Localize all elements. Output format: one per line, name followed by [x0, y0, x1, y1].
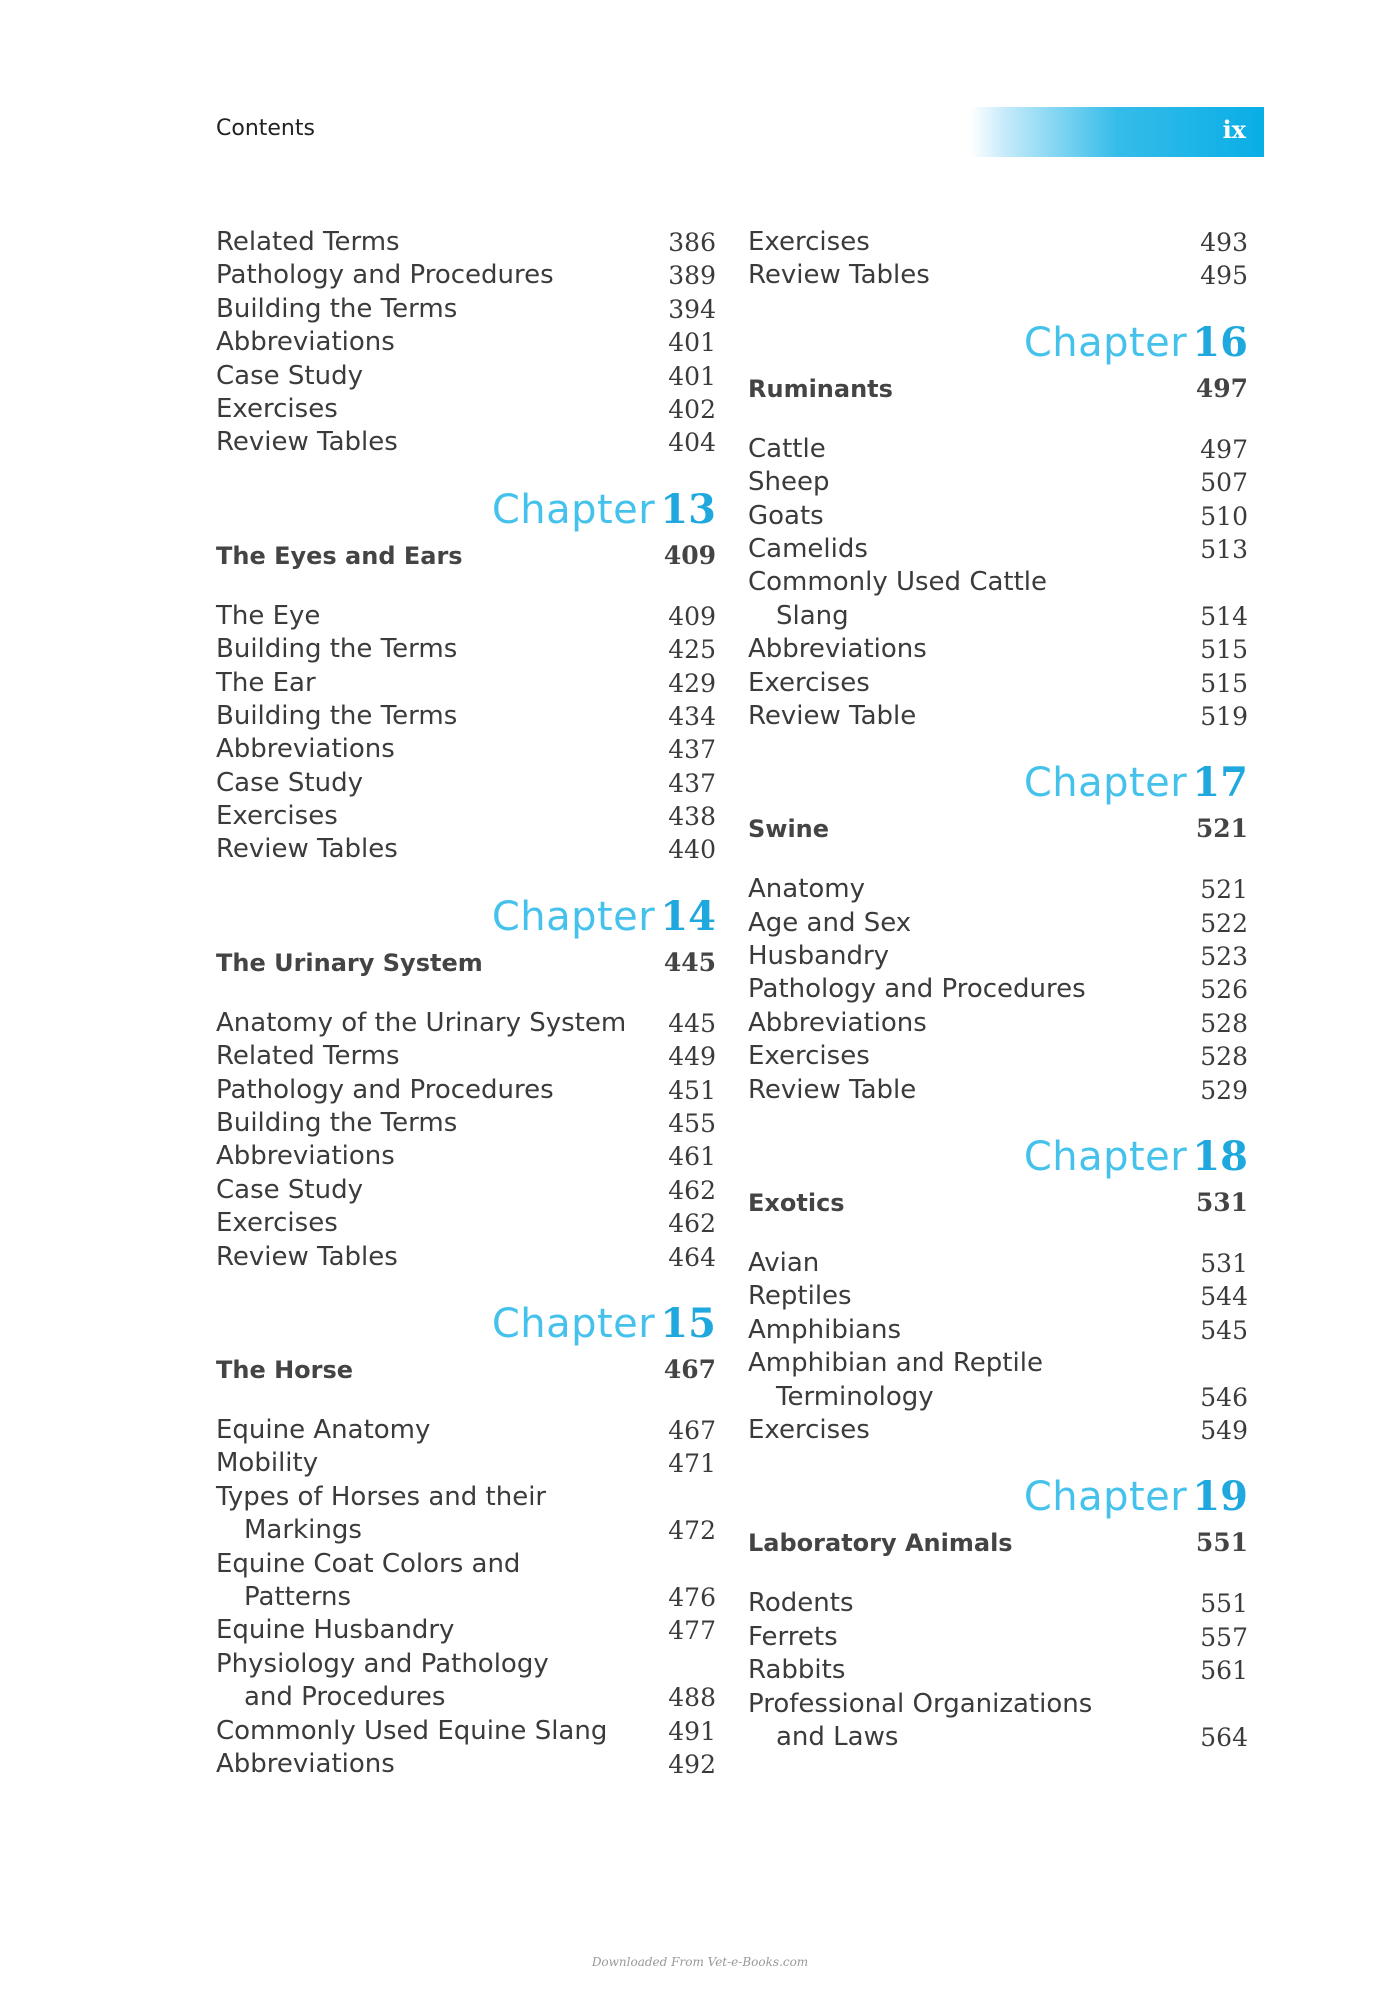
toc-entry[interactable] — [216, 1648, 716, 1715]
toc-entry[interactable] — [748, 1280, 1248, 1313]
entry-title: Review Tables — [748, 260, 930, 291]
toc-entry[interactable] — [216, 426, 716, 459]
entry-page-number: 531 — [1200, 1249, 1248, 1279]
chapter-title[interactable] — [216, 538, 716, 574]
entry-title: Building the Terms — [216, 634, 458, 665]
toc-entry[interactable] — [748, 633, 1248, 666]
chapter-page-number: 409 — [663, 540, 716, 570]
entry-page-number: 515 — [1200, 635, 1248, 665]
entry-page-number: 386 — [668, 227, 716, 257]
toc-entry[interactable] — [748, 259, 1248, 292]
entry-page-number: 464 — [668, 1242, 716, 1272]
entry-title: Exercises — [216, 393, 338, 424]
entry-page-number: 526 — [1200, 975, 1248, 1005]
entry-page-number: 461 — [668, 1142, 716, 1172]
chapter-page-number: 497 — [1195, 373, 1248, 403]
entry-title-continued: Markings — [244, 1515, 362, 1546]
entry-page-number: 529 — [1200, 1075, 1248, 1105]
entry-title: Husbandry — [748, 941, 890, 972]
chapter-word: Chapter — [1023, 319, 1188, 366]
toc-entry[interactable] — [216, 1107, 716, 1140]
entry-page-number: 437 — [668, 735, 716, 765]
toc-entry[interactable] — [216, 1074, 716, 1107]
chapter-word: Chapter — [491, 893, 656, 940]
entry-title: Abbreviations — [748, 634, 927, 665]
entry-title: Building the Terms — [216, 700, 458, 731]
entry-page-number: 425 — [668, 635, 716, 665]
entry-title: Case Study — [216, 1174, 363, 1205]
toc-entry[interactable] — [216, 293, 716, 326]
chapter-heading — [216, 1300, 716, 1350]
entry-page-number: 394 — [668, 294, 716, 324]
chapter-title-text: Ruminants — [748, 374, 893, 403]
chapter-heading — [748, 1473, 1248, 1523]
entry-title: Rabbits — [748, 1655, 846, 1686]
chapter-heading — [748, 759, 1248, 809]
toc-entry[interactable] — [216, 1548, 716, 1615]
entry-page-number: 488 — [668, 1683, 716, 1713]
entry-title: Anatomy of the Urinary System — [216, 1007, 627, 1038]
toc-entry[interactable] — [748, 1247, 1248, 1280]
entry-title: Pathology and Procedures — [216, 1074, 554, 1105]
toc-entry[interactable] — [216, 1447, 716, 1480]
chapter-title[interactable] — [216, 945, 716, 981]
chapter-word: Chapter — [1023, 760, 1188, 807]
entry-page-number: 477 — [668, 1616, 716, 1646]
entry-title: Rodents — [748, 1588, 854, 1619]
entry-page-number: 515 — [1200, 668, 1248, 698]
chapter-title[interactable] — [748, 371, 1248, 407]
chapter-title-text: Laboratory Animals — [748, 1529, 1013, 1558]
toc-entry[interactable] — [748, 1007, 1248, 1040]
entry-title: Review Tables — [216, 427, 398, 458]
entry-page-number: 492 — [668, 1749, 716, 1779]
entry-title: Commonly Used Equine Slang — [216, 1715, 608, 1746]
chapter-title[interactable] — [748, 1185, 1248, 1221]
toc-entry[interactable] — [748, 226, 1248, 259]
toc-entry[interactable] — [748, 940, 1248, 973]
entry-title: Pathology and Procedures — [748, 974, 1086, 1005]
entry-page-number: 514 — [1200, 601, 1248, 631]
entry-page-number: 510 — [1200, 501, 1248, 531]
entry-page-number: 519 — [1200, 701, 1248, 731]
toc-column-right — [748, 226, 1248, 1754]
entry-title: Mobility — [216, 1448, 319, 1479]
toc-entry[interactable] — [216, 1174, 716, 1207]
chapter-heading — [216, 893, 716, 943]
entry-page-number: 491 — [668, 1716, 716, 1746]
toc-entry[interactable] — [748, 1654, 1248, 1687]
entry-page-number: 549 — [1200, 1416, 1248, 1445]
entry-title: Age and Sex — [748, 907, 912, 938]
entry-title: Amphibian and Reptile — [748, 1348, 1043, 1379]
entry-page-number: 546 — [1200, 1382, 1248, 1412]
entry-title: Abbreviations — [748, 1007, 927, 1038]
entry-page-number: 434 — [668, 701, 716, 731]
toc-entry[interactable] — [748, 1314, 1248, 1347]
entry-page-number: 561 — [1200, 1656, 1248, 1686]
chapter-word: Chapter — [491, 1300, 656, 1347]
entry-page-number: 528 — [1200, 1042, 1248, 1072]
entry-title: Equine Coat Colors and — [216, 1548, 521, 1579]
toc-entry[interactable] — [216, 1007, 716, 1040]
chapter-heading — [216, 486, 716, 536]
entry-title-continued: and Laws — [776, 1721, 899, 1752]
entry-title: Abbreviations — [216, 734, 395, 765]
toc-entry[interactable] — [216, 633, 716, 666]
toc-entry[interactable] — [748, 566, 1248, 633]
entry-title: Exercises — [748, 667, 870, 698]
toc-column-left — [216, 226, 716, 1781]
chapter-heading — [748, 1133, 1248, 1183]
entry-title: Equine Anatomy — [216, 1414, 431, 1445]
toc-entry[interactable] — [748, 667, 1248, 700]
toc-entry[interactable] — [216, 767, 716, 800]
entry-title: Commonly Used Cattle — [748, 567, 1048, 598]
toc-entry[interactable] — [216, 1715, 716, 1748]
toc-entry[interactable] — [216, 326, 716, 359]
toc-entry[interactable] — [216, 700, 716, 733]
toc-entry[interactable] — [216, 360, 716, 393]
entry-page-number: 462 — [668, 1209, 716, 1239]
watermark: Downloaded From Vet-e-Books.com — [591, 1955, 809, 1969]
toc-entry[interactable] — [748, 500, 1248, 533]
entry-title: The Ear — [216, 667, 316, 698]
entry-page-number: 462 — [668, 1175, 716, 1205]
entry-title: Equine Husbandry — [216, 1615, 455, 1646]
entry-page-number: 513 — [1200, 534, 1248, 564]
entry-title-continued: Terminology — [776, 1381, 934, 1412]
folio-tab — [970, 107, 1264, 157]
toc-entry[interactable] — [748, 973, 1248, 1006]
toc-entry[interactable] — [216, 1241, 716, 1274]
chapter-title-text: The Horse — [216, 1355, 354, 1384]
entry-title: Types of Horses and their — [216, 1481, 547, 1512]
toc-entry[interactable] — [748, 1587, 1248, 1620]
chapter-title-text: The Urinary System — [216, 948, 483, 977]
toc-entry[interactable] — [748, 1414, 1248, 1447]
entry-page-number: 409 — [668, 601, 716, 631]
chapter-number: 19 — [1192, 1473, 1248, 1521]
entry-title: Exercises — [748, 227, 870, 257]
chapter-title-text: The Eyes and Ears — [216, 541, 463, 570]
toc-entry[interactable] — [216, 393, 716, 426]
entry-title: Sheep — [748, 467, 830, 498]
entry-page-number: 493 — [1200, 227, 1248, 257]
chapter-number: 17 — [1192, 759, 1248, 807]
entry-page-number: 507 — [1200, 468, 1248, 498]
toc-entry[interactable] — [216, 600, 716, 633]
toc-entry[interactable] — [216, 833, 716, 866]
chapter-page-number: 445 — [663, 947, 716, 977]
entry-page-number: 467 — [668, 1415, 716, 1445]
entry-page-number: 497 — [1200, 434, 1248, 464]
chapter-page-number: 467 — [663, 1354, 716, 1384]
entry-page-number: 404 — [668, 428, 716, 458]
entry-page-number: 528 — [1200, 1008, 1248, 1038]
entry-title-continued: and Procedures — [244, 1682, 446, 1713]
entry-page-number: 495 — [1200, 261, 1248, 291]
entry-page-number: 551 — [1200, 1589, 1248, 1619]
entry-title: Abbreviations — [216, 1748, 395, 1779]
entry-page-number: 438 — [668, 802, 716, 832]
entry-page-number: 389 — [668, 261, 716, 291]
entry-page-number: 545 — [1200, 1315, 1248, 1345]
entry-page-number: 429 — [668, 668, 716, 698]
entry-title: Physiology and Pathology — [216, 1648, 549, 1679]
entry-page-number: 471 — [668, 1449, 716, 1479]
entry-page-number: 523 — [1200, 942, 1248, 972]
chapter-number: 16 — [1192, 318, 1248, 366]
running-head: Contents — [216, 116, 315, 141]
entry-title: Abbreviations — [216, 1141, 395, 1172]
toc-entry[interactable] — [216, 1614, 716, 1647]
entry-title: Exercises — [748, 1041, 870, 1072]
chapter-title[interactable] — [216, 1352, 716, 1388]
entry-title: Review Tables — [216, 834, 398, 865]
toc-entry[interactable] — [216, 1414, 716, 1447]
chapter-number: 18 — [1192, 1133, 1248, 1181]
entry-page-number: 472 — [668, 1516, 716, 1546]
toc-entry[interactable] — [748, 907, 1248, 940]
entry-title: Professional Organizations — [748, 1688, 1093, 1719]
chapter-word: Chapter — [491, 486, 656, 533]
entry-page-number: 401 — [668, 361, 716, 391]
toc-entry[interactable] — [748, 1347, 1248, 1414]
toc-entry[interactable] — [216, 1748, 716, 1781]
chapter-title-text: Swine — [748, 815, 830, 844]
entry-page-number: 401 — [668, 328, 716, 358]
entry-title: Exercises — [216, 801, 338, 832]
toc-entry[interactable] — [748, 1621, 1248, 1654]
entry-title: Anatomy — [748, 874, 866, 905]
toc-entry[interactable] — [216, 259, 716, 292]
entry-page-number: 445 — [668, 1008, 716, 1038]
entry-page-number: 449 — [668, 1042, 716, 1072]
toc-entry[interactable] — [216, 733, 716, 766]
chapter-heading — [748, 319, 1248, 369]
chapter-number: 15 — [660, 1299, 716, 1347]
toc-entry[interactable] — [216, 226, 716, 259]
toc-entry[interactable] — [748, 466, 1248, 499]
entry-title: Review Table — [748, 700, 917, 731]
entry-title: Abbreviations — [216, 327, 395, 358]
entry-page-number: 451 — [668, 1075, 716, 1105]
toc-entry[interactable] — [216, 800, 716, 833]
toc-entry[interactable] — [748, 1688, 1248, 1755]
toc-entry[interactable] — [748, 700, 1248, 733]
entry-title: Pathology and Procedures — [216, 260, 554, 291]
toc-entry[interactable] — [216, 1140, 716, 1173]
entry-page-number: 522 — [1200, 908, 1248, 938]
entry-title: Ferrets — [748, 1621, 838, 1652]
toc-entry[interactable] — [216, 1207, 716, 1240]
entry-title: Building the Terms — [216, 293, 458, 324]
entry-title: The Eye — [216, 600, 321, 631]
entry-title: Exercises — [748, 1415, 870, 1446]
toc-entry[interactable] — [216, 667, 716, 700]
page-number: ix — [1222, 115, 1246, 144]
entry-page-number: 557 — [1200, 1622, 1248, 1652]
toc-entry[interactable] — [216, 1481, 716, 1548]
entry-title: Avian — [748, 1248, 820, 1279]
entry-title: Case Study — [216, 360, 363, 391]
entry-page-number: 476 — [668, 1582, 716, 1612]
entry-page-number: 402 — [668, 394, 716, 424]
entry-title: Review Table — [748, 1074, 917, 1105]
chapter-page-number: 531 — [1195, 1188, 1248, 1218]
entry-page-number: 440 — [668, 835, 716, 865]
entry-page-number: 521 — [1200, 875, 1248, 905]
chapter-title-text: Exotics — [748, 1189, 845, 1218]
entry-title: Case Study — [216, 767, 363, 798]
entry-title: Related Terms — [216, 227, 400, 257]
entry-title-continued: Slang — [776, 600, 849, 631]
entry-page-number: 544 — [1200, 1282, 1248, 1312]
entry-title: Camelids — [748, 533, 868, 564]
toc-entry[interactable] — [748, 1040, 1248, 1073]
toc-entry[interactable] — [748, 873, 1248, 906]
chapter-number: 13 — [660, 485, 716, 533]
toc-entry[interactable] — [748, 433, 1248, 466]
chapter-number: 14 — [660, 892, 716, 940]
entry-page-number: 564 — [1200, 1722, 1248, 1752]
toc-entry[interactable] — [748, 533, 1248, 566]
chapter-word: Chapter — [1023, 1134, 1188, 1181]
entry-title: Review Tables — [216, 1241, 398, 1272]
chapter-title[interactable] — [748, 1525, 1248, 1561]
entry-title: Goats — [748, 500, 824, 531]
chapter-page-number: 551 — [1195, 1528, 1248, 1558]
entry-title: Amphibians — [748, 1314, 902, 1345]
toc-entry[interactable] — [748, 1074, 1248, 1107]
chapter-word: Chapter — [1023, 1474, 1188, 1521]
chapter-page-number: 521 — [1195, 814, 1248, 844]
entry-title-continued: Patterns — [244, 1581, 352, 1612]
entry-page-number: 455 — [668, 1109, 716, 1139]
entry-title: Building the Terms — [216, 1108, 458, 1139]
entry-title: Cattle — [748, 433, 826, 464]
chapter-title[interactable] — [748, 811, 1248, 847]
entry-title: Reptiles — [748, 1281, 852, 1312]
entry-title: Related Terms — [216, 1041, 400, 1072]
entry-page-number: 437 — [668, 768, 716, 798]
entry-title: Exercises — [216, 1208, 338, 1239]
toc-entry[interactable] — [216, 1040, 716, 1073]
